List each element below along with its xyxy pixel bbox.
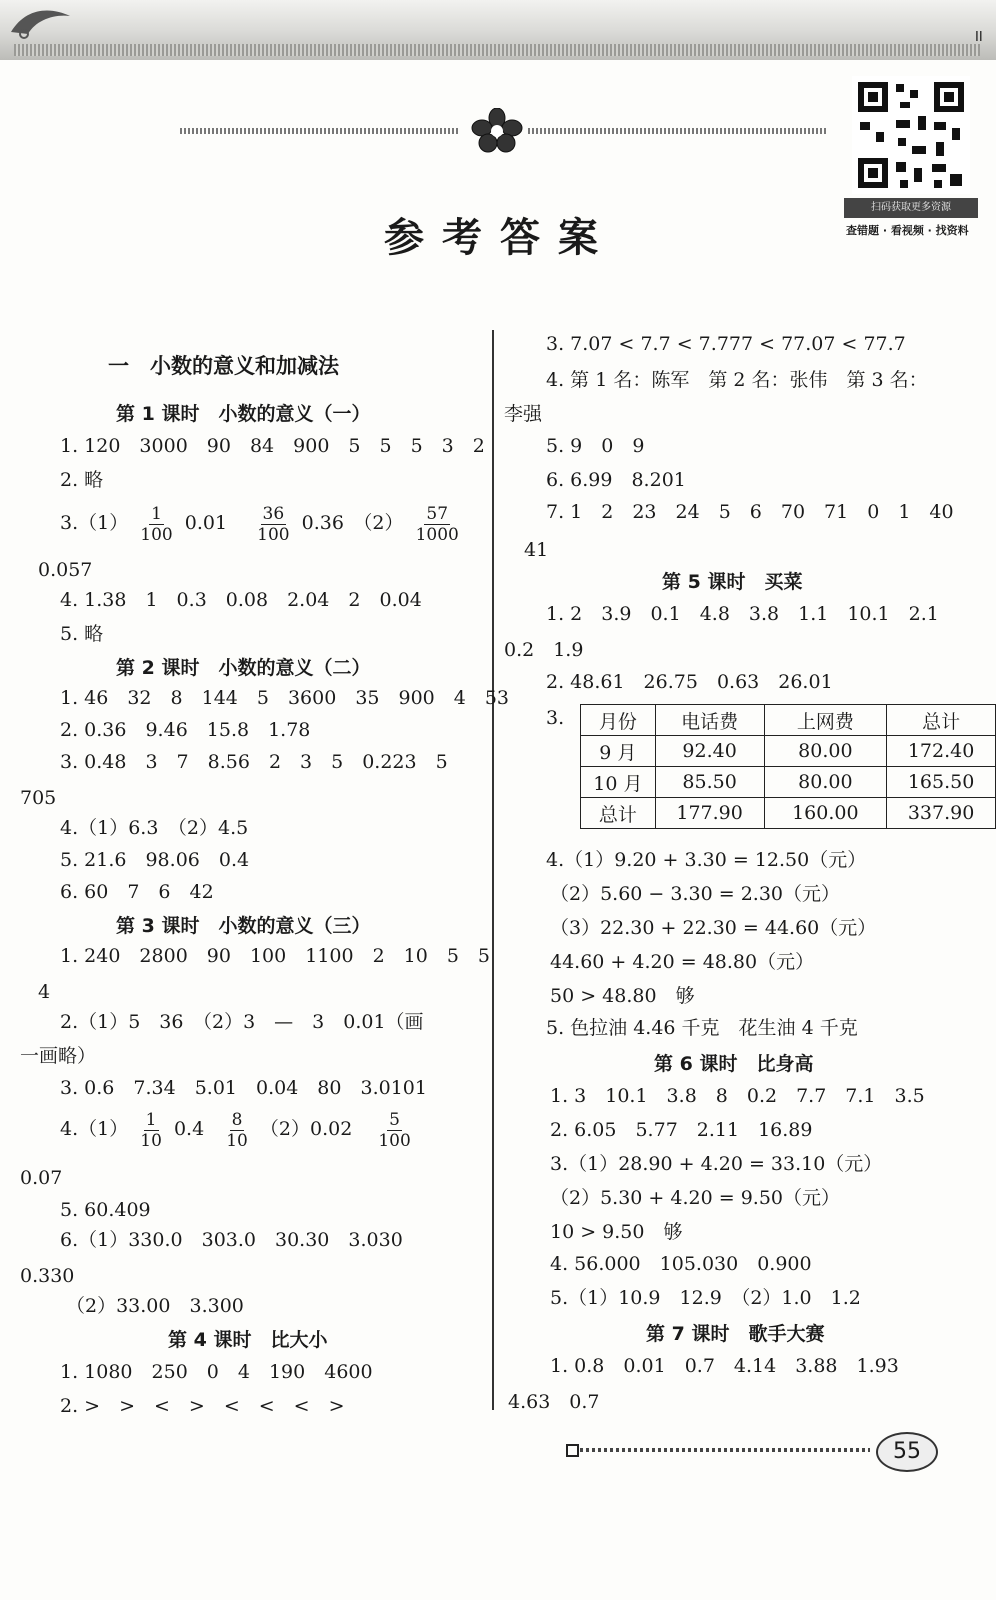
answer-line: 李强 bbox=[504, 403, 543, 425]
fraction-denominator: 100 bbox=[140, 524, 173, 545]
answer-line: 一画略） bbox=[20, 1045, 97, 1067]
fraction-numerator: 36 bbox=[262, 503, 285, 524]
table-header-row bbox=[581, 705, 996, 736]
table-row bbox=[581, 798, 996, 829]
answer-line: 6. 6.99 8.201 bbox=[546, 469, 686, 491]
table-cell: 177.90 bbox=[655, 798, 764, 829]
table-cell: 165.50 bbox=[887, 767, 996, 798]
qr-strip: 扫码获取更多资源 bbox=[844, 198, 978, 218]
table-row bbox=[581, 736, 996, 767]
answer-prefix: 3.（1） bbox=[60, 512, 129, 534]
footer-dotted-line bbox=[580, 1448, 870, 1452]
page-number: 55 bbox=[876, 1432, 938, 1472]
qr-code[interactable] bbox=[852, 76, 970, 194]
page-title: 参考答案 bbox=[384, 215, 616, 261]
table-header-cell: 总计 bbox=[887, 705, 996, 736]
answer-line: 10 > 9.50 够 bbox=[550, 1221, 683, 1243]
answer-line: 1. 240 2800 90 100 1100 2 10 5 5 bbox=[60, 945, 491, 967]
answer-line: 1. 46 32 8 144 5 3600 35 900 4 53 bbox=[60, 687, 510, 709]
fraction-numerator: 8 bbox=[231, 1109, 243, 1130]
answer-line-fractions bbox=[60, 500, 465, 546]
answer-line: 0.2 1.9 bbox=[504, 639, 584, 661]
answer-prefix: 4.（1） bbox=[60, 1118, 129, 1140]
table-cell: 9 月 bbox=[581, 736, 656, 767]
answer-line: 5. 色拉油 4.46 千克 花生油 4 千克 bbox=[546, 1017, 858, 1039]
answer-text: （2）0.02 bbox=[259, 1118, 353, 1140]
answer-line: 3. 7.07 < 7.7 < 7.777 < 77.07 < 77.7 bbox=[546, 333, 906, 355]
table-cell: 10 月 bbox=[581, 767, 656, 798]
lesson-heading: 第 4 课时 比大小 bbox=[168, 1329, 328, 1351]
answer-line: 0.330 bbox=[20, 1265, 75, 1287]
answer-line: 1. 2 3.9 0.1 4.8 3.8 1.1 10.1 2.1 bbox=[546, 603, 939, 625]
answer-line: 50 > 48.80 够 bbox=[550, 985, 695, 1007]
footer-square-icon bbox=[566, 1444, 579, 1457]
fraction bbox=[376, 1110, 412, 1151]
table-header-cell: 电话费 bbox=[655, 705, 764, 736]
answer-line: 1. 1080 250 0 4 190 4600 bbox=[60, 1361, 373, 1383]
answer-line: 3. bbox=[546, 707, 565, 729]
qr-caption: 查错题 · 看视频 · 找资料 bbox=[846, 224, 969, 237]
lesson-heading: 第 5 课时 买菜 bbox=[662, 571, 803, 593]
fraction bbox=[138, 1110, 164, 1151]
fraction bbox=[255, 504, 291, 545]
answer-line: 2. > > < > < < < > bbox=[60, 1395, 345, 1417]
table-cell: 160.00 bbox=[764, 798, 887, 829]
table-header-cell: 月份 bbox=[581, 705, 656, 736]
table-cell: 80.00 bbox=[764, 736, 887, 767]
answer-line: 5. 60.409 bbox=[60, 1199, 151, 1221]
fraction-denominator: 100 bbox=[257, 524, 290, 545]
answer-line: 705 bbox=[20, 787, 57, 809]
answer-line: 41 bbox=[524, 539, 549, 561]
answer-line: 7. 1 2 23 24 5 6 70 71 0 1 40 bbox=[546, 501, 954, 523]
lesson-heading: 第 2 课时 小数的意义（二） bbox=[116, 657, 371, 679]
answer-text: 0.4 bbox=[173, 1118, 205, 1140]
answer-line: 2. 6.05 5.77 2.11 16.89 bbox=[550, 1119, 813, 1141]
lesson-heading: 第 3 课时 小数的意义（三） bbox=[116, 915, 371, 937]
header-mark: II bbox=[975, 30, 983, 45]
swirl-ornament-icon bbox=[6, 2, 76, 42]
qr-pattern-icon bbox=[852, 76, 970, 194]
lesson-heading: 第 6 课时 比身高 bbox=[654, 1053, 814, 1075]
fraction-numerator: 1 bbox=[151, 503, 162, 524]
table-cell: 80.00 bbox=[764, 767, 887, 798]
fraction bbox=[224, 1110, 250, 1151]
flower-icon bbox=[470, 108, 524, 154]
chapter-heading: 一 小数的意义和加减法 bbox=[108, 354, 339, 378]
fraction-denominator: 100 bbox=[378, 1130, 411, 1151]
answer-line: 4. 56.000 105.030 0.900 bbox=[550, 1253, 812, 1275]
answer-line: 6. 60 7 6 42 bbox=[60, 881, 214, 903]
answer-line: 1. 3 10.1 3.8 8 0.2 7.7 7.1 3.5 bbox=[550, 1085, 925, 1107]
answer-line: 5. 21.6 98.06 0.4 bbox=[60, 849, 250, 871]
answer-text: 0.01 bbox=[184, 512, 228, 534]
answer-line: 3. 0.48 3 7 8.56 2 3 5 0.223 5 bbox=[60, 751, 448, 773]
answer-line: 4.（1）6.3 （2）4.5 bbox=[60, 817, 249, 839]
table-cell: 92.40 bbox=[655, 736, 764, 767]
answer-line: （2）33.00 3.300 bbox=[66, 1295, 244, 1317]
fraction bbox=[414, 504, 461, 545]
lesson-heading: 第 7 课时 歌手大赛 bbox=[646, 1323, 825, 1345]
answer-text: 0.36 （2） bbox=[301, 512, 404, 534]
answer-line: 0.07 bbox=[20, 1167, 63, 1189]
fraction-denominator: 10 bbox=[140, 1130, 162, 1151]
answer-line: 4.（1）9.20 + 3.30 = 12.50（元） bbox=[546, 849, 867, 871]
answer-line: 0.057 bbox=[38, 559, 93, 581]
answer-line: 3. 0.6 7.34 5.01 0.04 80 3.0101 bbox=[60, 1077, 427, 1099]
decorative-line-right bbox=[528, 128, 828, 134]
answer-line: 2. 略 bbox=[60, 469, 104, 491]
column-divider bbox=[492, 330, 494, 1410]
answer-line: 4 bbox=[38, 981, 51, 1003]
fraction-numerator: 57 bbox=[426, 503, 449, 524]
lesson-heading: 第 1 课时 小数的意义（一） bbox=[116, 403, 371, 425]
answer-line: 5. 9 0 9 bbox=[546, 435, 645, 457]
answer-line: 5. 略 bbox=[60, 623, 104, 645]
answer-line: 2.（1）5 36 （2）3 — 3 0.01（画 bbox=[60, 1011, 424, 1033]
answer-line: （2）5.30 + 4.20 = 9.50（元） bbox=[550, 1187, 841, 1209]
header-rule bbox=[14, 44, 980, 56]
answer-line: 3.（1）28.90 + 4.20 = 33.10（元） bbox=[550, 1153, 883, 1175]
fraction bbox=[138, 504, 174, 545]
answer-line: 4.63 0.7 bbox=[508, 1391, 600, 1413]
fraction-numerator: 5 bbox=[389, 1109, 400, 1130]
answer-line: （2）5.60 − 3.30 = 2.30（元） bbox=[550, 883, 841, 905]
fraction-denominator: 10 bbox=[226, 1130, 248, 1151]
table-cell: 85.50 bbox=[655, 767, 764, 798]
answer-line-fractions bbox=[60, 1106, 417, 1152]
answer-line: 1. 0.8 0.01 0.7 4.14 3.88 1.93 bbox=[550, 1355, 899, 1377]
answer-line: 44.60 + 4.20 = 48.80（元） bbox=[550, 951, 815, 973]
table-row bbox=[581, 767, 996, 798]
answer-line: 6.（1）330.0 303.0 30.30 3.030 bbox=[60, 1229, 403, 1251]
answer-line: （3）22.30 + 22.30 = 44.60（元） bbox=[550, 917, 877, 939]
answer-line: 2. 48.61 26.75 0.63 26.01 bbox=[546, 671, 833, 693]
fraction-denominator: 1000 bbox=[415, 524, 459, 545]
table-cell: 337.90 bbox=[887, 798, 996, 829]
answer-line: 4. 1.38 1 0.3 0.08 2.04 2 0.04 bbox=[60, 589, 422, 611]
bill-table bbox=[580, 704, 996, 829]
answer-line: 4. 第 1 名：陈军 第 2 名：张伟 第 3 名： bbox=[546, 369, 928, 391]
table-cell: 172.40 bbox=[887, 736, 996, 767]
answer-line: 2. 0.36 9.46 15.8 1.78 bbox=[60, 719, 311, 741]
answer-line: 1. 120 3000 90 84 900 5 5 5 3 2 bbox=[60, 435, 485, 457]
table-header-cell: 上网费 bbox=[764, 705, 887, 736]
table-cell: 总计 bbox=[581, 798, 656, 829]
decorative-line-left bbox=[180, 128, 458, 134]
fraction-numerator: 1 bbox=[145, 1109, 157, 1130]
answer-line: 5.（1）10.9 12.9 （2）1.0 1.2 bbox=[550, 1287, 861, 1309]
